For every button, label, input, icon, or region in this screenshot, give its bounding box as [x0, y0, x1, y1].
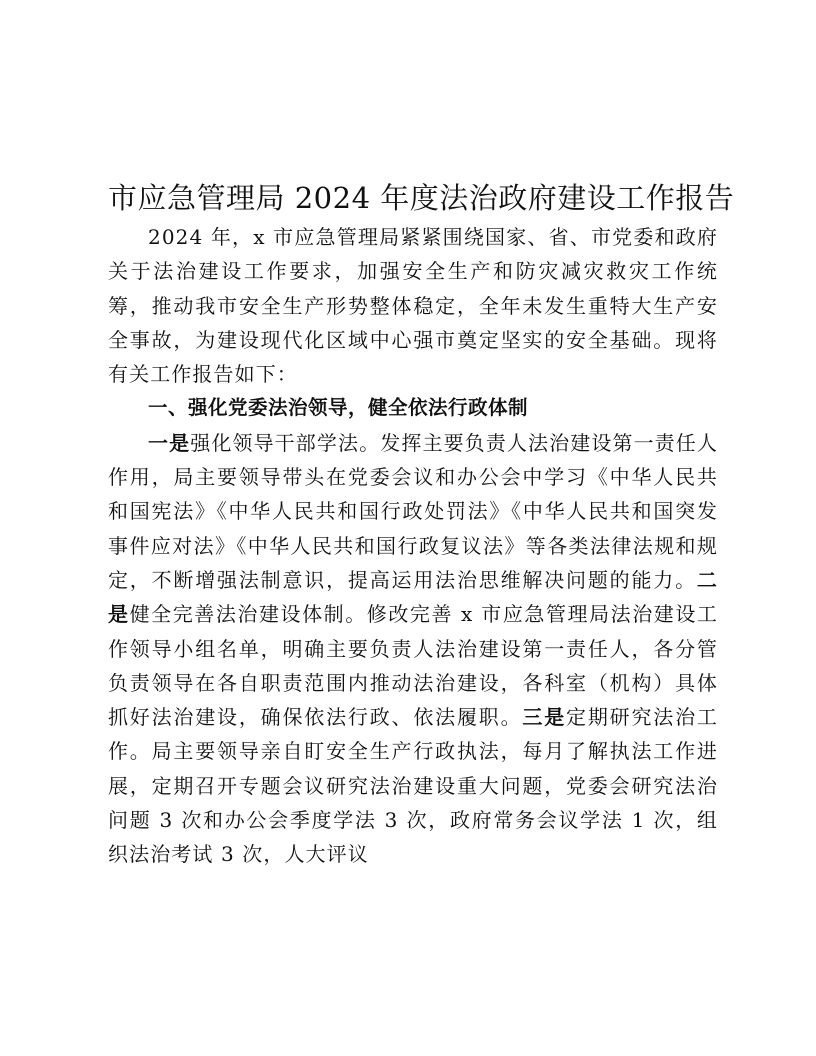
document-page: [108, 176, 735, 872]
point-three-text: 定期研究法治工作。局主要领导亲自盯安全生产行政执法，每月了解执法工作进展，定期召开专题会议研究法治建设重大问题，党委会研究法治问题 3 次和办公会季度学法 3 次，政府常务会议学法 1 次，组织法治考试 3 次，人大评议: [108, 705, 718, 867]
point-three-lead: 三是: [522, 705, 567, 730]
document-title: 市应急管理局 2024 年度法治政府建设工作报告: [108, 181, 735, 215]
intro-paragraph: 2024 年，x 市应急管理局紧紧围绕国家、省、市党委和政府关于法治建设工作要求，加强安全生产和防灾减灾救灾工作统筹，推动我市安全生产形势整体稳定，全年未发生重特大生产安全事故，为建设现代化区域中心强市奠定坚实的安全基础。现将有关工作报告如下：: [108, 225, 718, 387]
point-two-text: 健全完善法治建设体制。修改完善 x 市应急管理局法治建设工作领导小组名单，明确主要负责人法治建设第一责任人，各分管负责领导在各自职责范围内推动法治建设，各科室（机构）具体抓好法治建设，确保依法行政、依法履职。: [108, 602, 718, 730]
point-two-lead: 二是: [108, 567, 718, 627]
point-one-lead: 一是: [148, 430, 191, 455]
point-one-text: 强化领导干部学法。发挥主要负责人法治建设第一责任人作用，局主要领导带头在党委会议和办公会中学习《中华人民共和国宪法》《中华人民共和国行政处罚法》《中华人民共和国突发事件应对法》《中华人民共和国行政复议法》等各类法律法规和规定，不断增强法制意识，提高运用法治思维解决问题的能力。: [108, 430, 719, 592]
section-body-paragraph: [108, 426, 718, 872]
section-heading: 一、强化党委法治领导，健全依法行政体制: [148, 396, 529, 420]
